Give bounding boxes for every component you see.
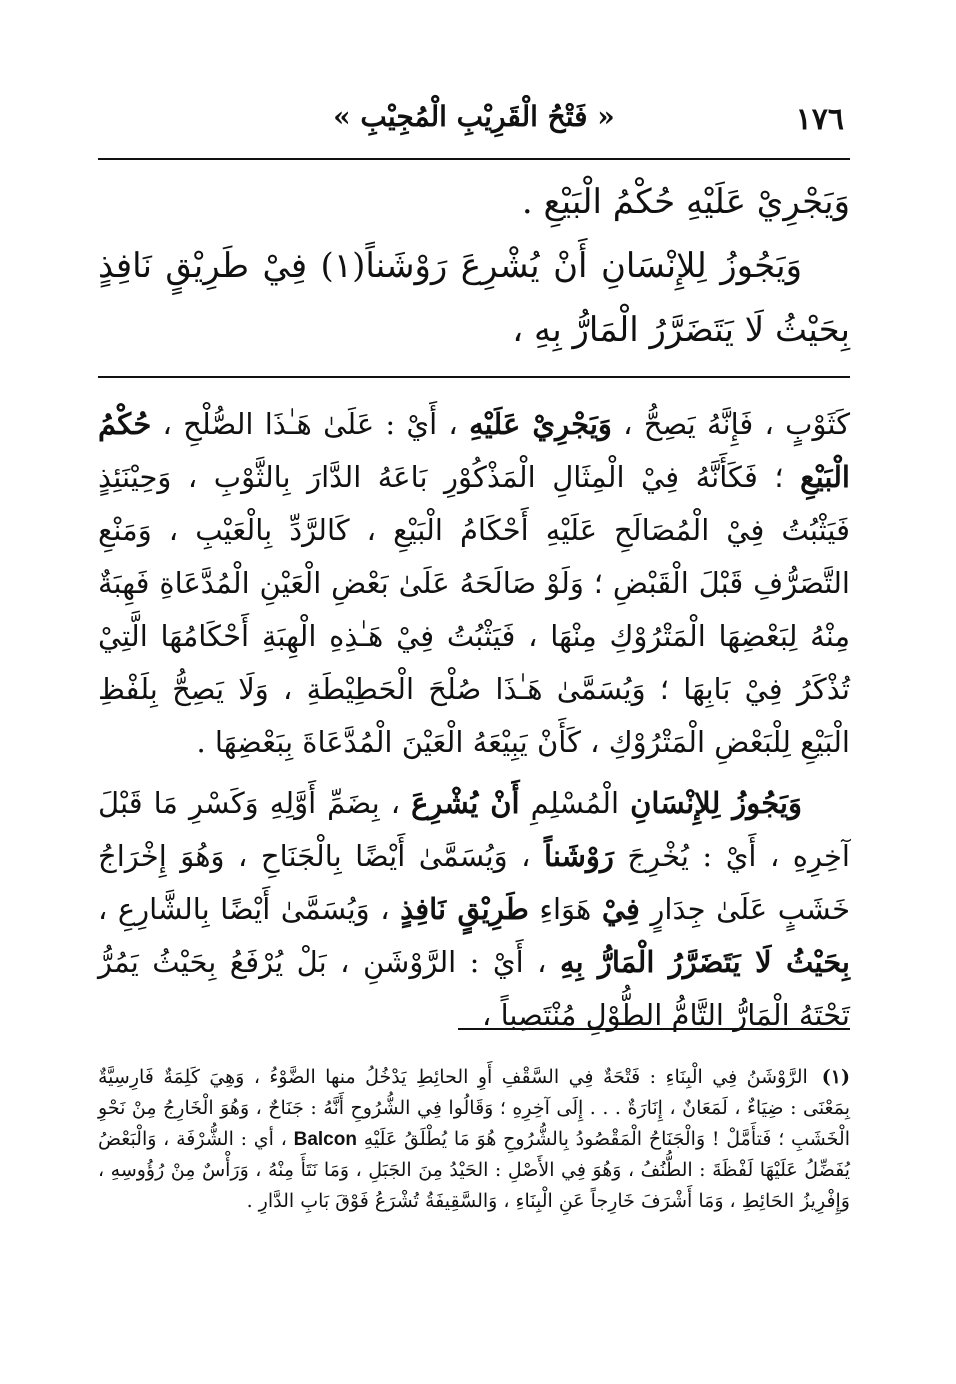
sharh-p2-text-2: ، بِضَمِّ أَوَّلِهِ وَكَسْرِ مَا قَبْلَ آخِرِهِ ، أَيْ : يُخْرِجَ — [98, 786, 850, 873]
sharh-paragraph-2 — [98, 777, 850, 1042]
sharh-p2-matn-quote-3: رَوْشَناً — [544, 839, 614, 873]
sharh-p2-text-6: ، أَيْ : الرَّوْشَنِ ، بَلْ يُرْفَعُ بِحَيْثُ يَمُرُّ تَحْتَهُ الْمَارُّ التَّامُّ الطُّوْلِ مُنْتَصِباً ، — [98, 945, 850, 1032]
sharh-p1-matn-quote-1: وَيَجْرِيْ عَلَيْهِ — [469, 407, 612, 441]
sharh-p2-text-3: ، وَيُسَمَّىٰ أَيْضًا بِالْجَنَاحِ ، وَهُوَ إِخْرَاجُ خَشَبٍ عَلَىٰ جِدَارٍ — [98, 839, 850, 926]
footnote-latin-word: Balcon — [293, 1129, 357, 1150]
sharh-p2-matn-quote-5: طَرِيْقٍ نَافِذٍ — [400, 892, 529, 926]
sharh-p2-matn-quote-2: أَنْ يُشْرِعَ — [411, 786, 520, 820]
sharh-p2-text-5: ، وَيُسَمَّىٰ أَيْضًا بِالشَّارِعِ ، — [98, 892, 401, 926]
page-header — [98, 98, 850, 148]
sharh-p2-text-4: هَوَاءِ — [528, 892, 602, 926]
matn-paragraph-2: وَيَجُوزُ لِلإِنْسَانِ أَنْ يُشْرِعَ رَوْشَناً(١) فِيْ طَرِيْقٍ نَافِذٍ بِحَيْثُ لَا يَتَضَرَّرُ الْمَارُّ بِهِ ، — [98, 246, 850, 350]
running-title: « فَتْحُ الْقَرِيْبِ الْمُجِيْبِ » — [333, 100, 615, 133]
sharh-p1-matn-quote-2: حُكْمُ الْبَيْعِ — [98, 407, 850, 494]
footnote-text-a: الرَّوْشَنُ فِي الْبِنَاءِ : فَتْحَةٌ فِي السَّقْفِ أَوِ الحائِطِ يَدْخُلُ منها الضَّوْءُ ، وَهِيَ كَلِمَةٌ فَارِسِيَّةٌ بِمَعْنَى : ضِيَاءٌ ، لَمَعَانٌ ، إِنَارَةٌ . . . إِلَى آخِرِهِ ؛ وَقَالُوا فِي الشُّرُوحِ أَنَّهُ : جَنَاحٌ ، وَهُوَ الْخَارِجُ مِنْ نَحْوِ الْخَشَبِ ؛ فَتأَمَّلْ ! وَالْجَنَاحُ الْمَقْصُودُ بِالشُّرُوحِ هُوَ مَا يُطْلَقُ عَلَيْهِ — [98, 1066, 850, 1150]
matn-sharh-divider — [98, 376, 850, 378]
matn-text — [98, 170, 850, 362]
footnote-1 — [98, 1062, 850, 1217]
matn-line-1: وَيَجْرِيْ عَلَيْهِ حُكْمُ الْبَيْعِ . — [521, 182, 850, 222]
sharh-p1-text-2: ، أَيْ : عَلَىٰ هَـٰذَا الصُّلْحِ ، — [151, 407, 470, 441]
sharh-p2-matn-quote-6: بِحَيْثُ لَا يَتَضَرَّرُ الْمَارُّ بِهِ — [559, 945, 850, 979]
sharh-p2-matn-quote-4: فِيْ — [601, 892, 640, 926]
header-divider — [98, 158, 850, 160]
sharh-p2-matn-quote-1: وَيَجُوزُ لِلإِنْسَانِ — [630, 786, 803, 820]
footnote-divider — [458, 1028, 850, 1030]
footnote-number: (١) — [821, 1066, 850, 1088]
sharh-paragraph-1 — [98, 398, 850, 769]
page-number: ١٧٦ — [795, 102, 844, 137]
sharh-p1-text-3: ؛ فَكَأَنَّهُ فِيْ الْمِثَالِ الْمَذْكُوْرِ بَاعَهُ الدَّارَ بِالثَّوْبِ ، وَحِيْنَئِذٍ فَيَثْبُتُ فِيْ الْمُصَالَحِ عَلَيْهِ أَحْكَامُ الْبَيْعِ ، كَالرَّدِّ بِالْعَيْبِ ، وَمَنْعِ التَّصَرُّفِ قَبْلَ الْقَبْضِ ؛ وَلَوْ صَالَحَهُ عَلَىٰ بَعْضِ الْعَيْنِ الْمُدَّعَاةِ فَهِبَةٌ مِنْهُ لِبَعْضِهَا الْمَتْرُوْكِ مِنْهَا ، فَيَثْبُتُ فِيْ هَـٰذِهِ الْهِبَةِ أَحْكَامُهَا الَّتِيْ تُذْكَرُ فِيْ بَابِهَا ؛ وَيُسَمَّىٰ هَـٰذَا صُلْحَ الْحَطِيْطَةِ ، وَلَا يَصِحُّ بِلَفْظِ الْبَيْعِ لِلْبَعْضِ الْمَتْرُوْكِ ، كَأَنْ يَبِيْعَهُ الْعَيْنَ الْمُدَّعَاةَ بِبَعْضِهَا . — [98, 460, 850, 759]
footnote-text-b: ، أي : الشُّرْفَة ، وَالْبَعْضُ يُفَضِّلُ عَلَيْهَا لَفْظَةَ : الطُّنُفُ ، وَهُوَ فِي الأَصْلِ : الحَيْدُ مِنَ الجَبَلِ ، وَمَا نَتَأَ مِنْهُ ، وَرَأْسٌ مِنْ رُؤُوسِهِ ، وَإِفْرِيزُ الحَائِطِ ، وَمَا أَشْرَفَ خَارِجاً عَنِ الْبِنَاءِ ، وَالسَّقِيفَةُ تُشْرَعُ فَوْقَ بَابِ الدَّارِ . — [98, 1128, 850, 1212]
sharh-text — [98, 398, 850, 1050]
sharh-p2-text-1: الْمُسْلِمِ — [519, 786, 631, 820]
sharh-p1-text-1: كَثَوْبٍ ، فَإِنَّهُ يَصِحُّ ، — [611, 407, 851, 441]
